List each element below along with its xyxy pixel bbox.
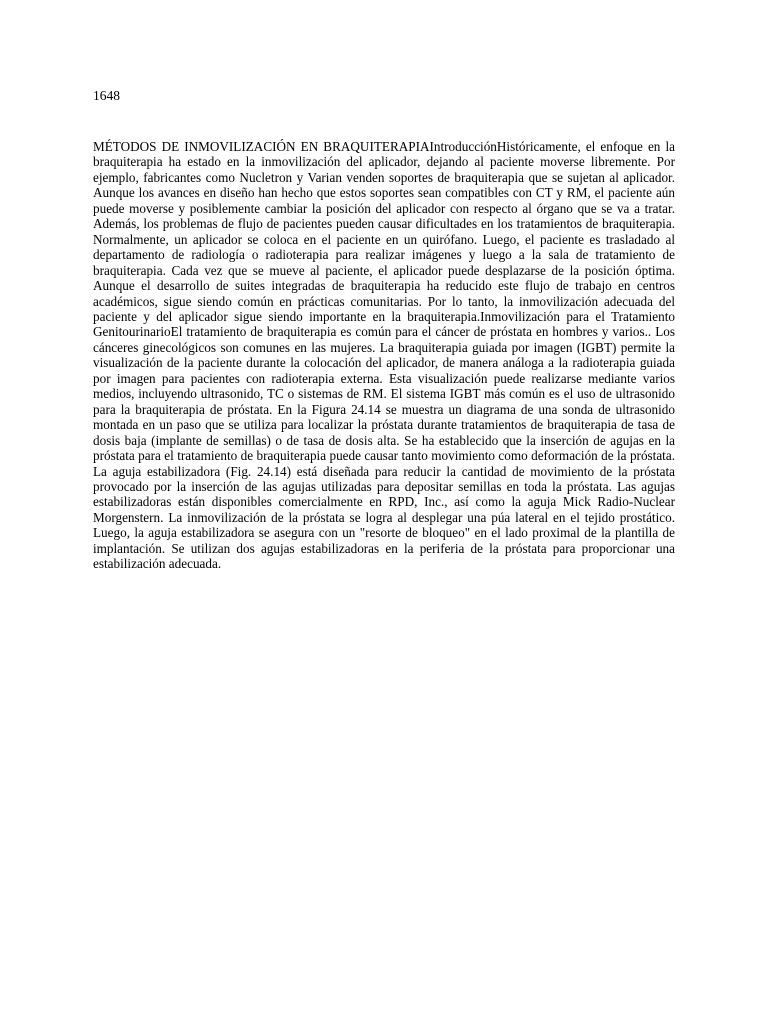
page-number: 1648	[93, 88, 120, 103]
body-paragraph: MÉTODOS DE INMOVILIZACIÓN EN BRAQUITERAPIAIntroducciónHistóricamente, el enfoque en la braquiterapia ha estado en la inmovilización del aplicador, dejando al paciente moverse libremente. Por ejemplo, fabricantes como Nucletron y Varian venden soportes de braquiterapia que se sujetan al aplicador. Aunque los avances en diseño han hecho que estos soportes sean compatibles con CT y RM, el paciente aún puede moverse y posiblemente cambiar la posición del aplicador con respecto al órgano que se va a tratar. Además, los problemas de flujo de pacientes pueden causar dificultades en los tratamientos de braquiterapia. Normalmente, un aplicador se coloca en el paciente en un quirófano. Luego, el paciente es trasladado al departamento de radiología o radioterapia para realizar imágenes y luego a la sala de tratamiento de braquiterapia. Cada vez que se mueve al paciente, el aplicador puede desplazarse de la posición óptima. Aunque el desarrollo de suites integradas de braquiterapia ha reducido este flujo de trabajo en centros académicos, sigue siendo común en prácticas comunitarias. Por lo tanto, la inmovilización adecuada del paciente y del aplicador sigue siendo importante en la braquiterapia.Inmovilización para el Tratamiento GenitourinarioEl tratamiento de braquiterapia es común para el cáncer de próstata en hombres y varios.. Los cánceres ginecológicos son comunes en las mujeres. La braquiterapia guiada por imagen (IGBT) permite la visualización de la paciente durante la colocación del aplicador, de manera análoga a la radioterapia guiada por imagen para pacientes con radioterapia externa. Esta visualización puede realizarse mediante varios medios, incluyendo ultrasonido, TC o sistemas de RM. El sistema IGBT más común es el uso de ultrasonido para la braquiterapia de próstata. En la Figura 24.14 se muestra un diagrama de una sonda de ultrasonido montada en un paso que se utiliza para localizar la próstata durante tratamientos de braquiterapia de tasa de dosis baja (implante de semillas) o de tasa de dosis alta. Se ha establecido que la inserción de agujas en la próstata para el tratamiento de braquiterapia puede causar tanto movimiento como deformación de la próstata. La aguja estabilizadora (Fig. 24.14) está diseñada para reducir la cantidad de movimiento de la próstata provocado por la inserción de las agujas utilizadas para depositar semillas en toda la próstata. Las agujas estabilizadoras están disponibles comercialmente en RPD, Inc., así como la aguja Mick Radio-Nuclear Morgenstern. La inmovilización de la próstata se logra al desplegar una púa lateral en el tejido prostático. Luego, la aguja estabilizadora se asegura con un "resorte de bloqueo" en el lado proximal de la plantilla de implantación. Se utilizan dos agujas estabilizadoras en la periferia de la próstata para proporcionar una estabilización adecuada.	[93, 139, 675, 572]
